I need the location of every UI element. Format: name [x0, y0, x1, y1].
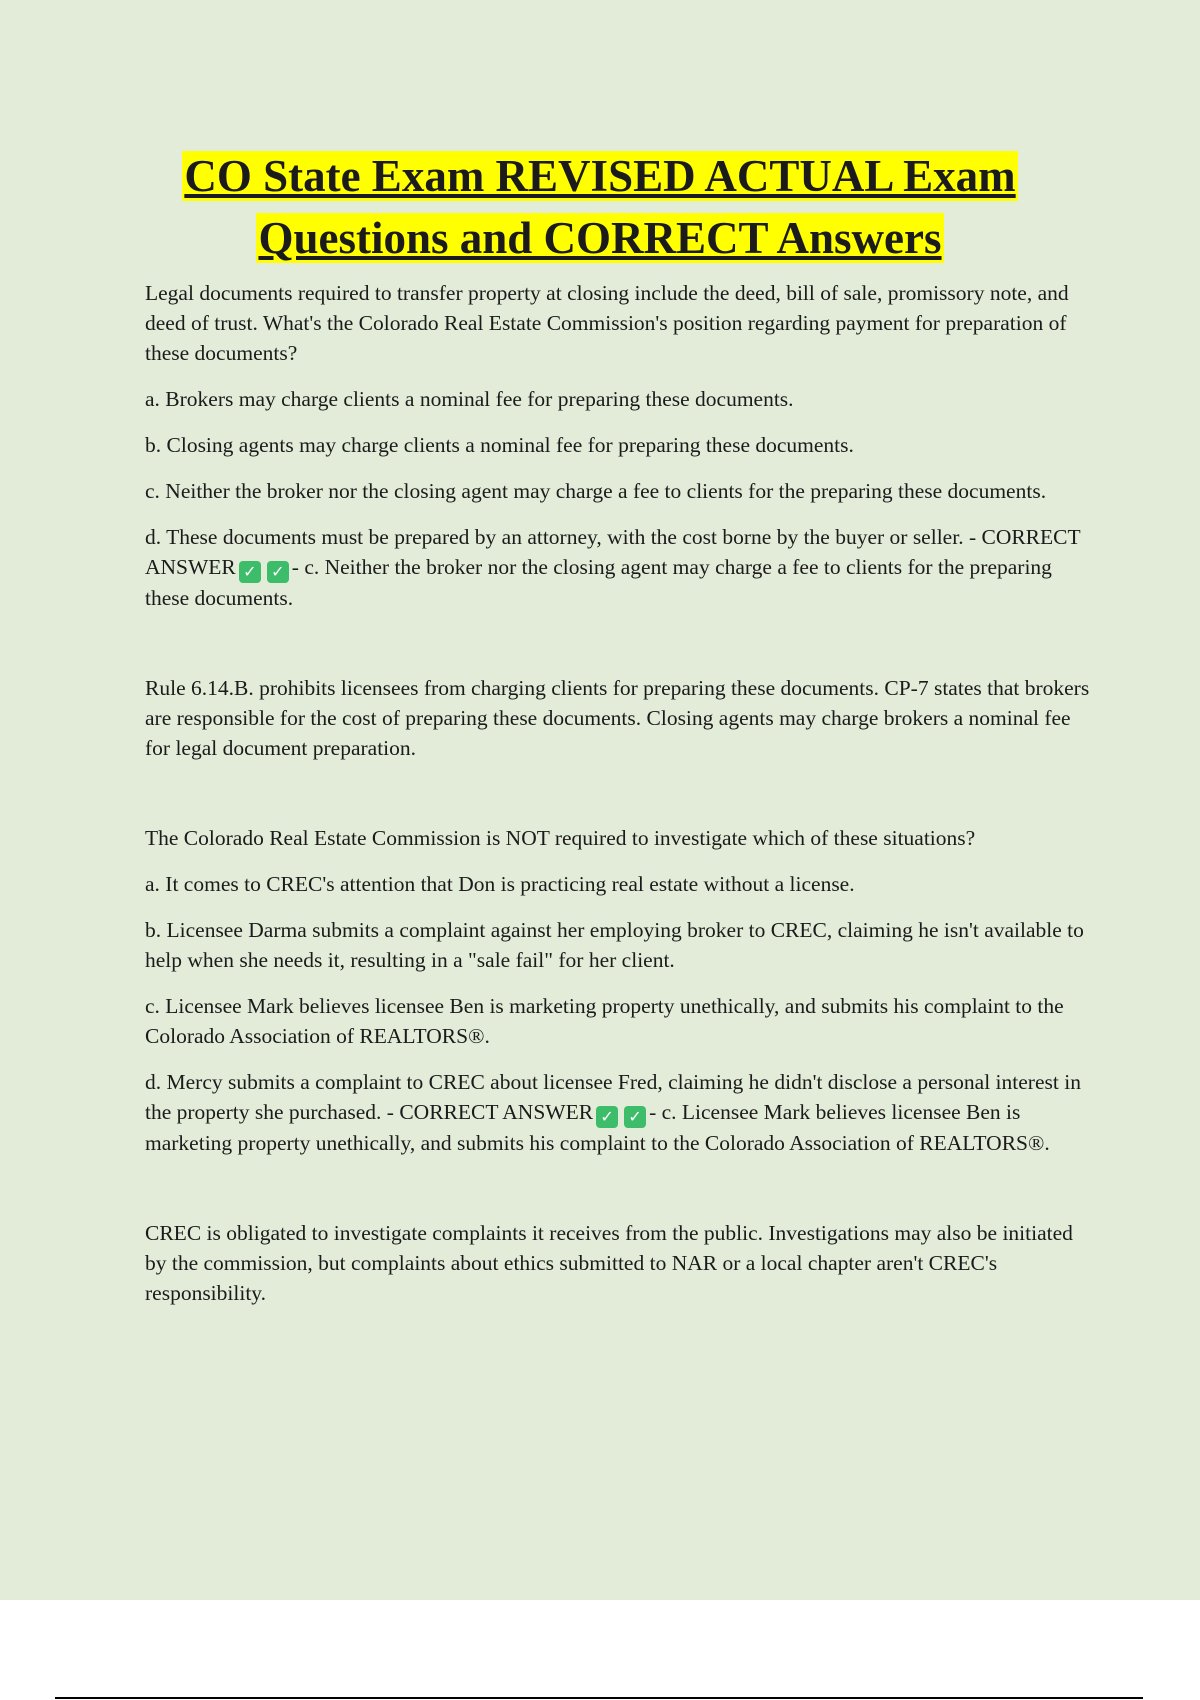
question-1-option-d-text: d. These documents must be prepared by an attorney, with the cost borne by the buyer or seller. - CORRECT ANSWER	[145, 525, 1081, 579]
question-2-explanation: CREC is obligated to investigate complaints it receives from the public. Investigations may also be initiated by the commission, but complaints about ethics submitted to NAR or a local chapter aren't CREC's responsibility.	[145, 1221, 1073, 1305]
question-1-text: Legal documents required to transfer property at closing include the deed, bill of sale, promissory note, and deed of trust. What's the Colorado Real Estate Commission's position regarding payment for preparation of these documents?	[145, 281, 1069, 365]
check-mark-icon: ✓	[239, 561, 261, 583]
title-line-1: CO State Exam REVISED ACTUAL Exam	[184, 151, 1016, 201]
check-mark-icon: ✓	[267, 561, 289, 583]
question-2-option-b: b. Licensee Darma submits a complaint against her employing broker to CREC, claiming he isn't available to help when she needs it, resulting in a "sale fail" for her client.	[145, 918, 1084, 972]
title-line-2: Questions and CORRECT Answers	[258, 213, 942, 263]
question-1-answer: - c. Neither the broker nor the closing agent may charge a fee to clients for the preparing these documents.	[145, 555, 1052, 610]
question-2-option-c: c. Licensee Mark believes licensee Ben is marketing property unethically, and submits his complaint to the Colorado Association of REALTORS®.	[145, 994, 1064, 1048]
question-1-option-d	[145, 522, 1090, 613]
question-1-option-b: b. Closing agents may charge clients a nominal fee for preparing these documents.	[145, 433, 854, 457]
question-2-answer: - c. Licensee Mark believes licensee Ben is marketing property unethically, and submits his complaint to the Colorado Association of REALTORS®.	[145, 1100, 1050, 1155]
document-body	[145, 278, 1090, 1324]
question-1-option-a: a. Brokers may charge clients a nominal fee for preparing these documents.	[145, 387, 794, 411]
question-1-explanation: Rule 6.14.B. prohibits licensees from charging clients for preparing these documents. CP-7 states that brokers are responsible for the cost of preparing these documents. Closing agents may charge brokers a nominal fee for legal document preparation.	[145, 676, 1090, 760]
question-2-text: The Colorado Real Estate Commission is NOT required to investigate which of these situations?	[145, 826, 976, 850]
check-mark-icon: ✓	[624, 1106, 646, 1128]
question-2-option-a: a. It comes to CREC's attention that Don is practicing real estate without a license.	[145, 872, 855, 896]
footer-divider	[55, 1697, 1143, 1699]
question-1-option-c: c. Neither the broker nor the closing agent may charge a fee to clients for the preparing these documents.	[145, 479, 1047, 503]
document-title	[0, 145, 1200, 269]
question-2-option-d-text: d. Mercy submits a complaint to CREC about licensee Fred, claiming he didn't disclose a personal interest in the property she purchased. - CORRECT ANSWER	[145, 1070, 1081, 1124]
question-2-option-d	[145, 1067, 1090, 1158]
check-mark-icon: ✓	[596, 1106, 618, 1128]
